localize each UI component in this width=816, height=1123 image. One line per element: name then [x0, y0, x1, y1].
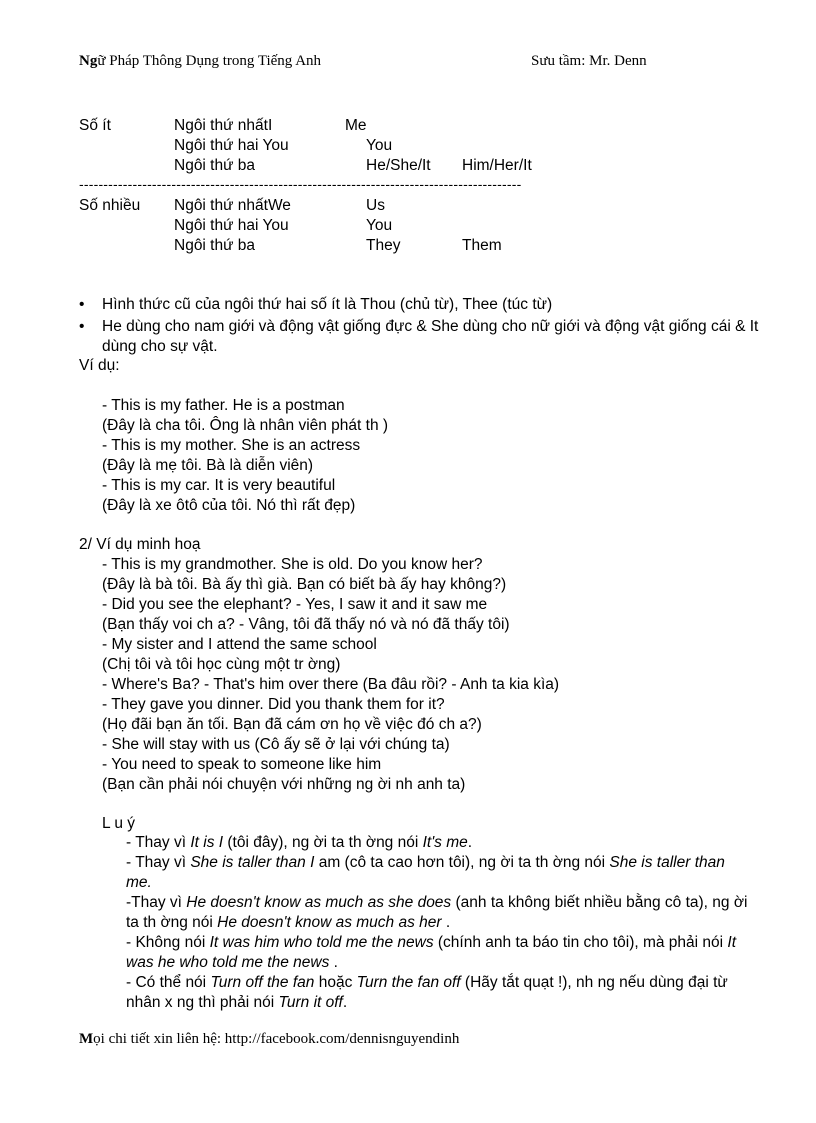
note-line-2: - Thay vì She is taller than I am (cô ta cao hơn tôi), ng ời ta th ờng nói She is taller than — [126, 854, 725, 871]
bullet-dot: • — [79, 296, 85, 313]
note-line-6: - Không nói It was him who told me the news (chính anh ta báo tin cho tôi), mà phải nói It — [126, 934, 737, 951]
plural-label: Số nhiều — [79, 197, 141, 214]
plural-3-person: Ngôi thứ ba — [174, 237, 256, 254]
section2-line: (Họ đãi bạn ăn tối. Bạn đã cám ơn họ về việc đó ch a?) — [102, 716, 482, 733]
bullet-2-cont: dùng cho sự vật. — [102, 338, 218, 355]
note-line-8: - Có thể nói Turn off the fan hoặc Turn the fan off (Hãy tắt quạt !), nh ng nếu dùng đại từ — [126, 974, 728, 991]
note-line-9: nhân x ng thì phải nói Turn it off. — [126, 994, 348, 1011]
note-line-7: was he who told me the news . — [126, 954, 338, 971]
bullet-2: He dùng cho nam giới và động vật giống đực & She dùng cho nữ giới và động vật giống cái & It — [102, 318, 759, 335]
section2-line: (Bạn cần phải nói chuyện với những ng ời nh anh ta) — [102, 776, 466, 793]
footer-contact — [79, 1031, 459, 1048]
table-separator: ------------------------------------------------------------------------------------------- — [79, 176, 522, 192]
section2-line: - Where's Ba? - That's him over there (Ba đâu rồi? - Anh ta kia kìa) — [102, 676, 560, 693]
singular-3-object: Him/Her/It — [462, 157, 532, 174]
singular-2-person: Ngôi thứ hai You — [174, 137, 289, 154]
section2-line: - My sister and I attend the same school — [102, 636, 377, 653]
plural-3-object: Them — [462, 237, 502, 254]
header-title-rest: ữ Pháp Thông Dụng trong Tiếng Anh — [97, 53, 322, 69]
note-title: L u ý — [102, 815, 136, 832]
note-line-4: -Thay vì He doesn't know as much as she does (anh ta không biết nhiều bằng cô ta), ng ời — [126, 894, 748, 911]
header-collector: Sưu tầm: Mr. Denn — [531, 53, 647, 69]
section2-line: (Chị tôi và tôi học cùng một tr ờng) — [102, 656, 341, 673]
header-title — [79, 53, 321, 70]
plural-2-person: Ngôi thứ hai You — [174, 217, 289, 234]
bullet-dot: • — [79, 318, 85, 335]
singular-3-person: Ngôi thứ ba — [174, 157, 256, 174]
singular-label: Số ít — [79, 117, 111, 134]
plural-1-subject: Us — [366, 197, 385, 214]
section2-line: - You need to speak to someone like him — [102, 756, 382, 773]
header-title-bold: Ng — [79, 53, 98, 69]
singular-1-object: Me — [345, 117, 367, 134]
section2-title: 2/ Ví dụ minh hoạ — [79, 536, 201, 553]
section2-line: - She will stay with us (Cô ấy sẽ ở lại với chúng ta) — [102, 736, 450, 753]
section2-line: - They gave you dinner. Did you thank them for it? — [102, 696, 445, 713]
note-line-3: me. — [126, 874, 152, 891]
plural-3-subject: They — [366, 237, 401, 254]
section2-line: (Bạn thấy voi ch a? - Vâng, tôi đã thấy nó và nó đã thấy tôi) — [102, 616, 510, 633]
plural-2-subject: You — [366, 217, 393, 234]
plural-1-person: Ngôi thứ nhấtWe — [174, 197, 291, 214]
section2-line: - Did you see the elephant? - Yes, I saw it and it saw me — [102, 596, 488, 613]
example-line: (Đây là mẹ tôi. Bà là diễn viên) — [102, 457, 314, 474]
section2-line: - This is my grandmother. She is old. Do you know her? — [102, 556, 483, 573]
example-line: - This is my car. It is very beautiful — [102, 477, 336, 494]
singular-3-subject: He/She/It — [366, 157, 431, 174]
example-line: (Đây là xe ôtô của tôi. Nó thì rất đẹp) — [102, 497, 356, 514]
singular-1-person: Ngôi thứ nhấtI — [174, 117, 273, 134]
example-line: (Đây là cha tôi. Ông là nhân viên phát th ) — [102, 417, 389, 434]
bullet-1: Hình thức cũ của ngôi thứ hai số ít là Thou (chủ từ), Thee (túc từ) — [102, 296, 553, 313]
note-line-1: - Thay vì It is I (tôi đây), ng ời ta th ờng nói It's me. — [126, 834, 473, 851]
example-line: - This is my father. He is a postman — [102, 397, 345, 414]
footer-bold: M — [79, 1031, 94, 1047]
singular-2-subject: You — [366, 137, 393, 154]
example-line: - This is my mother. She is an actress — [102, 437, 361, 454]
note-line-5: ta th ờng nói He doesn't know as much as her . — [126, 914, 451, 931]
section2-line: (Đây là bà tôi. Bà ấy thì già. Bạn có biết bà ấy hay không?) — [102, 576, 507, 593]
example-label: Ví dụ: — [79, 357, 120, 374]
footer-rest: ọi chi tiết xin liên hệ: http://facebook.com/dennisnguyendinh — [93, 1031, 460, 1047]
